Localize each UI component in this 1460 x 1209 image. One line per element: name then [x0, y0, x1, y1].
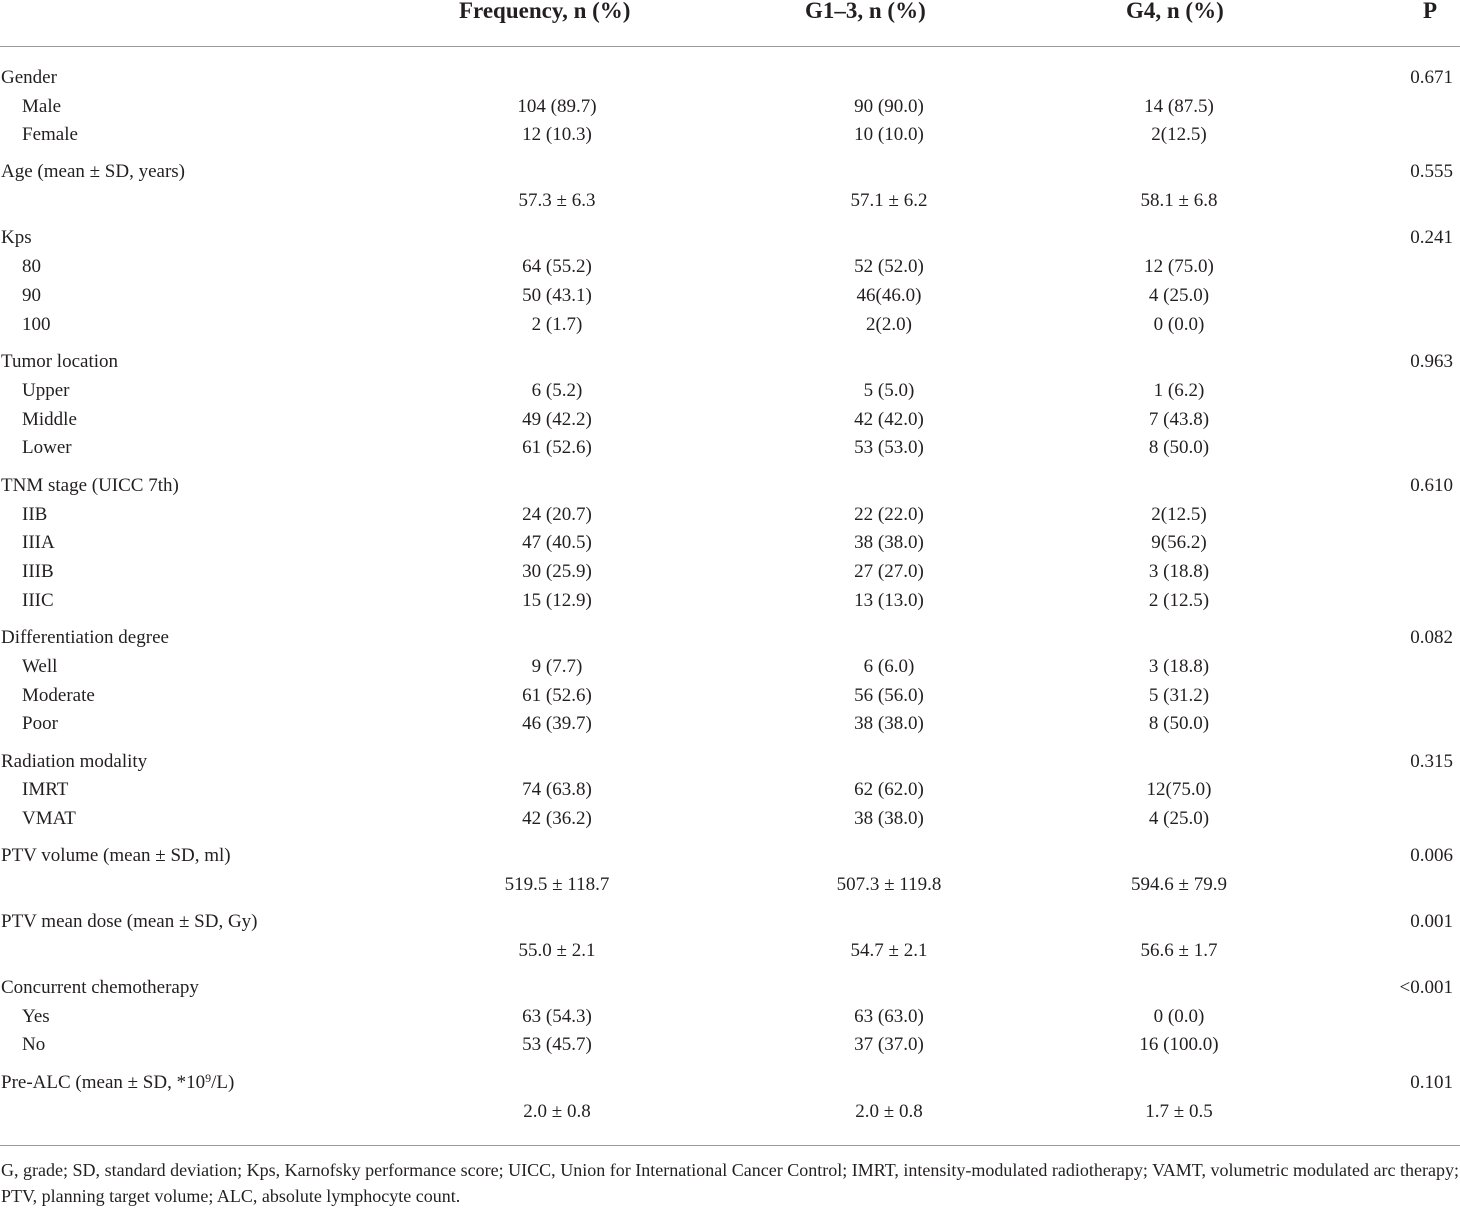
g4-cell: 58.1 ± 6.8 — [1140, 190, 1218, 211]
frequency-cell: 55.0 ± 2.1 — [518, 940, 596, 961]
row-label: IIIB — [22, 561, 54, 582]
frequency-cell: 6 (5.2) — [531, 380, 583, 401]
g1-3-cell: 57.1 ± 6.2 — [850, 190, 928, 211]
header-rule — [0, 46, 1460, 47]
row-label: IMRT — [22, 779, 69, 800]
row-label: 90 — [22, 285, 41, 306]
frequency-cell: 53 (45.7) — [522, 1034, 592, 1055]
pre-alc-label: Pre-ALC (mean ± SD, *10 — [1, 1072, 206, 1093]
frequency-cell: 47 (40.5) — [522, 532, 592, 553]
g1-3-cell: 13 (13.0) — [854, 590, 924, 611]
g1-3-cell: 62 (62.0) — [854, 779, 924, 800]
table-row — [0, 682, 1460, 710]
row-label: TNM stage (UICC 7th) — [1, 475, 179, 496]
g1-3-cell: 38 (38.0) — [854, 713, 924, 734]
g4-cell: 8 (50.0) — [1148, 437, 1210, 458]
table-row — [0, 434, 1460, 462]
header-frequency: Frequency, n (%) — [459, 0, 631, 23]
table-row — [0, 653, 1460, 681]
table-row — [0, 406, 1460, 434]
frequency-cell: 9 (7.7) — [531, 656, 583, 677]
frequency-cell: 64 (55.2) — [522, 256, 592, 277]
table-row — [0, 282, 1460, 310]
row-label: Age (mean ± SD, years) — [1, 161, 186, 182]
g1-3-cell: 46(46.0) — [856, 285, 922, 306]
pre-alc-exponent: 9 — [205, 1071, 212, 1085]
row-label: No — [22, 1034, 46, 1055]
g1-3-cell: 5 (5.0) — [863, 380, 915, 401]
g1-3-cell: 63 (63.0) — [854, 1006, 924, 1027]
row-label: PTV volume (mean ± SD, ml) — [1, 845, 231, 866]
g4-cell: 7 (43.8) — [1148, 409, 1210, 430]
g1-3-cell: 10 (10.0) — [854, 124, 924, 145]
table-row — [0, 776, 1460, 804]
frequency-cell: 61 (52.6) — [522, 685, 592, 706]
table-row — [0, 377, 1460, 405]
frequency-cell: 104 (89.7) — [517, 96, 597, 117]
p-value: 0.963 — [1410, 351, 1453, 372]
table-row — [0, 472, 1460, 500]
table-row — [0, 64, 1460, 92]
g4-cell: 4 (25.0) — [1148, 285, 1210, 306]
row-label: Gender — [1, 67, 57, 88]
header-g4: G4, n (%) — [1126, 0, 1224, 23]
header-g1-3: G1–3, n (%) — [805, 0, 926, 23]
table-row — [0, 1003, 1460, 1031]
frequency-cell: 2 (1.7) — [531, 314, 583, 335]
table-row — [0, 842, 1460, 870]
g1-3-cell: 6 (6.0) — [863, 656, 915, 677]
g1-3-cell: 2.0 ± 0.8 — [855, 1101, 923, 1122]
row-label: Differentiation degree — [1, 627, 169, 648]
g1-3-cell: 52 (52.0) — [854, 256, 924, 277]
row-label: Kps — [1, 227, 32, 248]
table-row — [0, 121, 1460, 149]
frequency-cell: 42 (36.2) — [522, 808, 592, 829]
p-value: 0.610 — [1410, 475, 1453, 496]
table-row — [0, 224, 1460, 252]
frequency-cell: 74 (63.8) — [522, 779, 592, 800]
table-row — [0, 871, 1460, 899]
table-row — [0, 937, 1460, 965]
table-row — [0, 710, 1460, 738]
g1-3-cell: 53 (53.0) — [854, 437, 924, 458]
table-row — [0, 529, 1460, 557]
row-label: Middle — [22, 409, 77, 430]
table-row — [0, 253, 1460, 281]
frequency-cell: 30 (25.9) — [522, 561, 592, 582]
p-value: 0.555 — [1410, 161, 1453, 182]
table-row — [0, 348, 1460, 376]
frequency-cell: 519.5 ± 118.7 — [504, 874, 610, 895]
frequency-cell: 57.3 ± 6.3 — [518, 190, 596, 211]
table-row — [0, 1098, 1460, 1126]
row-label: PTV mean dose (mean ± SD, Gy) — [1, 911, 258, 932]
row-label: IIIC — [22, 590, 54, 611]
frequency-cell: 2.0 ± 0.8 — [523, 1101, 591, 1122]
g1-3-cell: 54.7 ± 2.1 — [850, 940, 928, 961]
table-row — [0, 624, 1460, 652]
g1-3-cell: 56 (56.0) — [854, 685, 924, 706]
g4-cell: 9(56.2) — [1151, 532, 1207, 553]
frequency-cell: 50 (43.1) — [522, 285, 592, 306]
g4-cell: 16 (100.0) — [1139, 1034, 1219, 1055]
row-label: IIB — [22, 504, 48, 525]
table-footnote: G, grade; SD, standard deviation; Kps, Karnofsky performance score; UICC, Union for International Cancer Control; IMRT, intensity-modulated radiotherapy; VAMT, volumetric modulated arc therapy; PTV, planning target volume; ALC, absolute lymphocyte count. — [1, 1160, 1459, 1206]
row-label: Concurrent chemotherapy — [1, 977, 199, 998]
row-label: Moderate — [22, 685, 95, 706]
g4-cell: 0 (0.0) — [1153, 1006, 1205, 1027]
frequency-cell: 15 (12.9) — [522, 590, 592, 611]
g1-3-cell: 90 (90.0) — [854, 96, 924, 117]
g1-3-cell: 2(2.0) — [866, 314, 912, 335]
pre-alc-unit: /L) — [211, 1072, 235, 1093]
row-label: Female — [22, 124, 78, 145]
g4-cell: 0 (0.0) — [1153, 314, 1205, 335]
g4-cell: 2(12.5) — [1151, 124, 1207, 145]
table-row — [0, 158, 1460, 186]
header-p: P — [1423, 0, 1438, 23]
frequency-cell: 24 (20.7) — [522, 504, 592, 525]
g4-cell: 12(75.0) — [1146, 779, 1212, 800]
g1-3-cell: 42 (42.0) — [854, 409, 924, 430]
row-label: Male — [22, 96, 62, 117]
frequency-cell: 12 (10.3) — [522, 124, 592, 145]
table-row — [0, 1069, 1460, 1097]
row-label: 80 — [22, 256, 41, 277]
p-value: 0.241 — [1410, 227, 1453, 248]
g4-cell: 3 (18.8) — [1148, 656, 1210, 677]
table-row — [0, 311, 1460, 339]
table-row — [0, 93, 1460, 121]
row-label: VMAT — [22, 808, 76, 829]
row-label — [1, 1069, 234, 1097]
row-label: 100 — [22, 314, 51, 335]
table-row — [0, 501, 1460, 529]
p-value: 0.082 — [1410, 627, 1453, 648]
row-label: Tumor location — [1, 351, 118, 372]
g4-cell: 3 (18.8) — [1148, 561, 1210, 582]
row-label: Well — [22, 656, 58, 677]
table-row — [0, 748, 1460, 776]
row-label: IIIA — [22, 532, 55, 553]
g1-3-cell: 37 (37.0) — [854, 1034, 924, 1055]
g4-cell: 14 (87.5) — [1144, 96, 1214, 117]
p-value: 0.671 — [1410, 67, 1453, 88]
frequency-cell: 49 (42.2) — [522, 409, 592, 430]
frequency-cell: 46 (39.7) — [522, 713, 592, 734]
p-value: 0.001 — [1410, 911, 1453, 932]
g1-3-cell: 38 (38.0) — [854, 532, 924, 553]
g4-cell: 12 (75.0) — [1144, 256, 1214, 277]
table-row — [0, 908, 1460, 936]
g4-cell: 56.6 ± 1.7 — [1140, 940, 1218, 961]
table-row — [0, 974, 1460, 1002]
g4-cell: 4 (25.0) — [1148, 808, 1210, 829]
row-label: Poor — [22, 713, 58, 734]
table-row — [0, 587, 1460, 615]
g4-cell: 1.7 ± 0.5 — [1145, 1101, 1213, 1122]
frequency-cell: 61 (52.6) — [522, 437, 592, 458]
g4-cell: 5 (31.2) — [1148, 685, 1210, 706]
p-value: <0.001 — [1399, 977, 1453, 998]
table-row — [0, 558, 1460, 586]
g4-cell: 1 (6.2) — [1153, 380, 1205, 401]
g1-3-cell: 38 (38.0) — [854, 808, 924, 829]
footer-rule — [0, 1145, 1460, 1146]
table-row — [0, 1031, 1460, 1059]
p-value: 0.315 — [1410, 751, 1453, 772]
table-row — [0, 187, 1460, 215]
row-label: Yes — [22, 1006, 50, 1027]
g4-cell: 2 (12.5) — [1148, 590, 1210, 611]
p-value: 0.101 — [1410, 1072, 1453, 1093]
g4-cell: 8 (50.0) — [1148, 713, 1210, 734]
row-label: Lower — [22, 437, 72, 458]
row-label: Upper — [22, 380, 70, 401]
row-label: Radiation modality — [1, 751, 148, 772]
g4-cell: 594.6 ± 79.9 — [1131, 874, 1227, 895]
p-value: 0.006 — [1410, 845, 1453, 866]
g1-3-cell: 27 (27.0) — [854, 561, 924, 582]
g1-3-cell: 22 (22.0) — [854, 504, 924, 525]
table-row — [0, 805, 1460, 833]
g4-cell: 2(12.5) — [1151, 504, 1207, 525]
g1-3-cell: 507.3 ± 119.8 — [836, 874, 942, 895]
frequency-cell: 63 (54.3) — [522, 1006, 592, 1027]
